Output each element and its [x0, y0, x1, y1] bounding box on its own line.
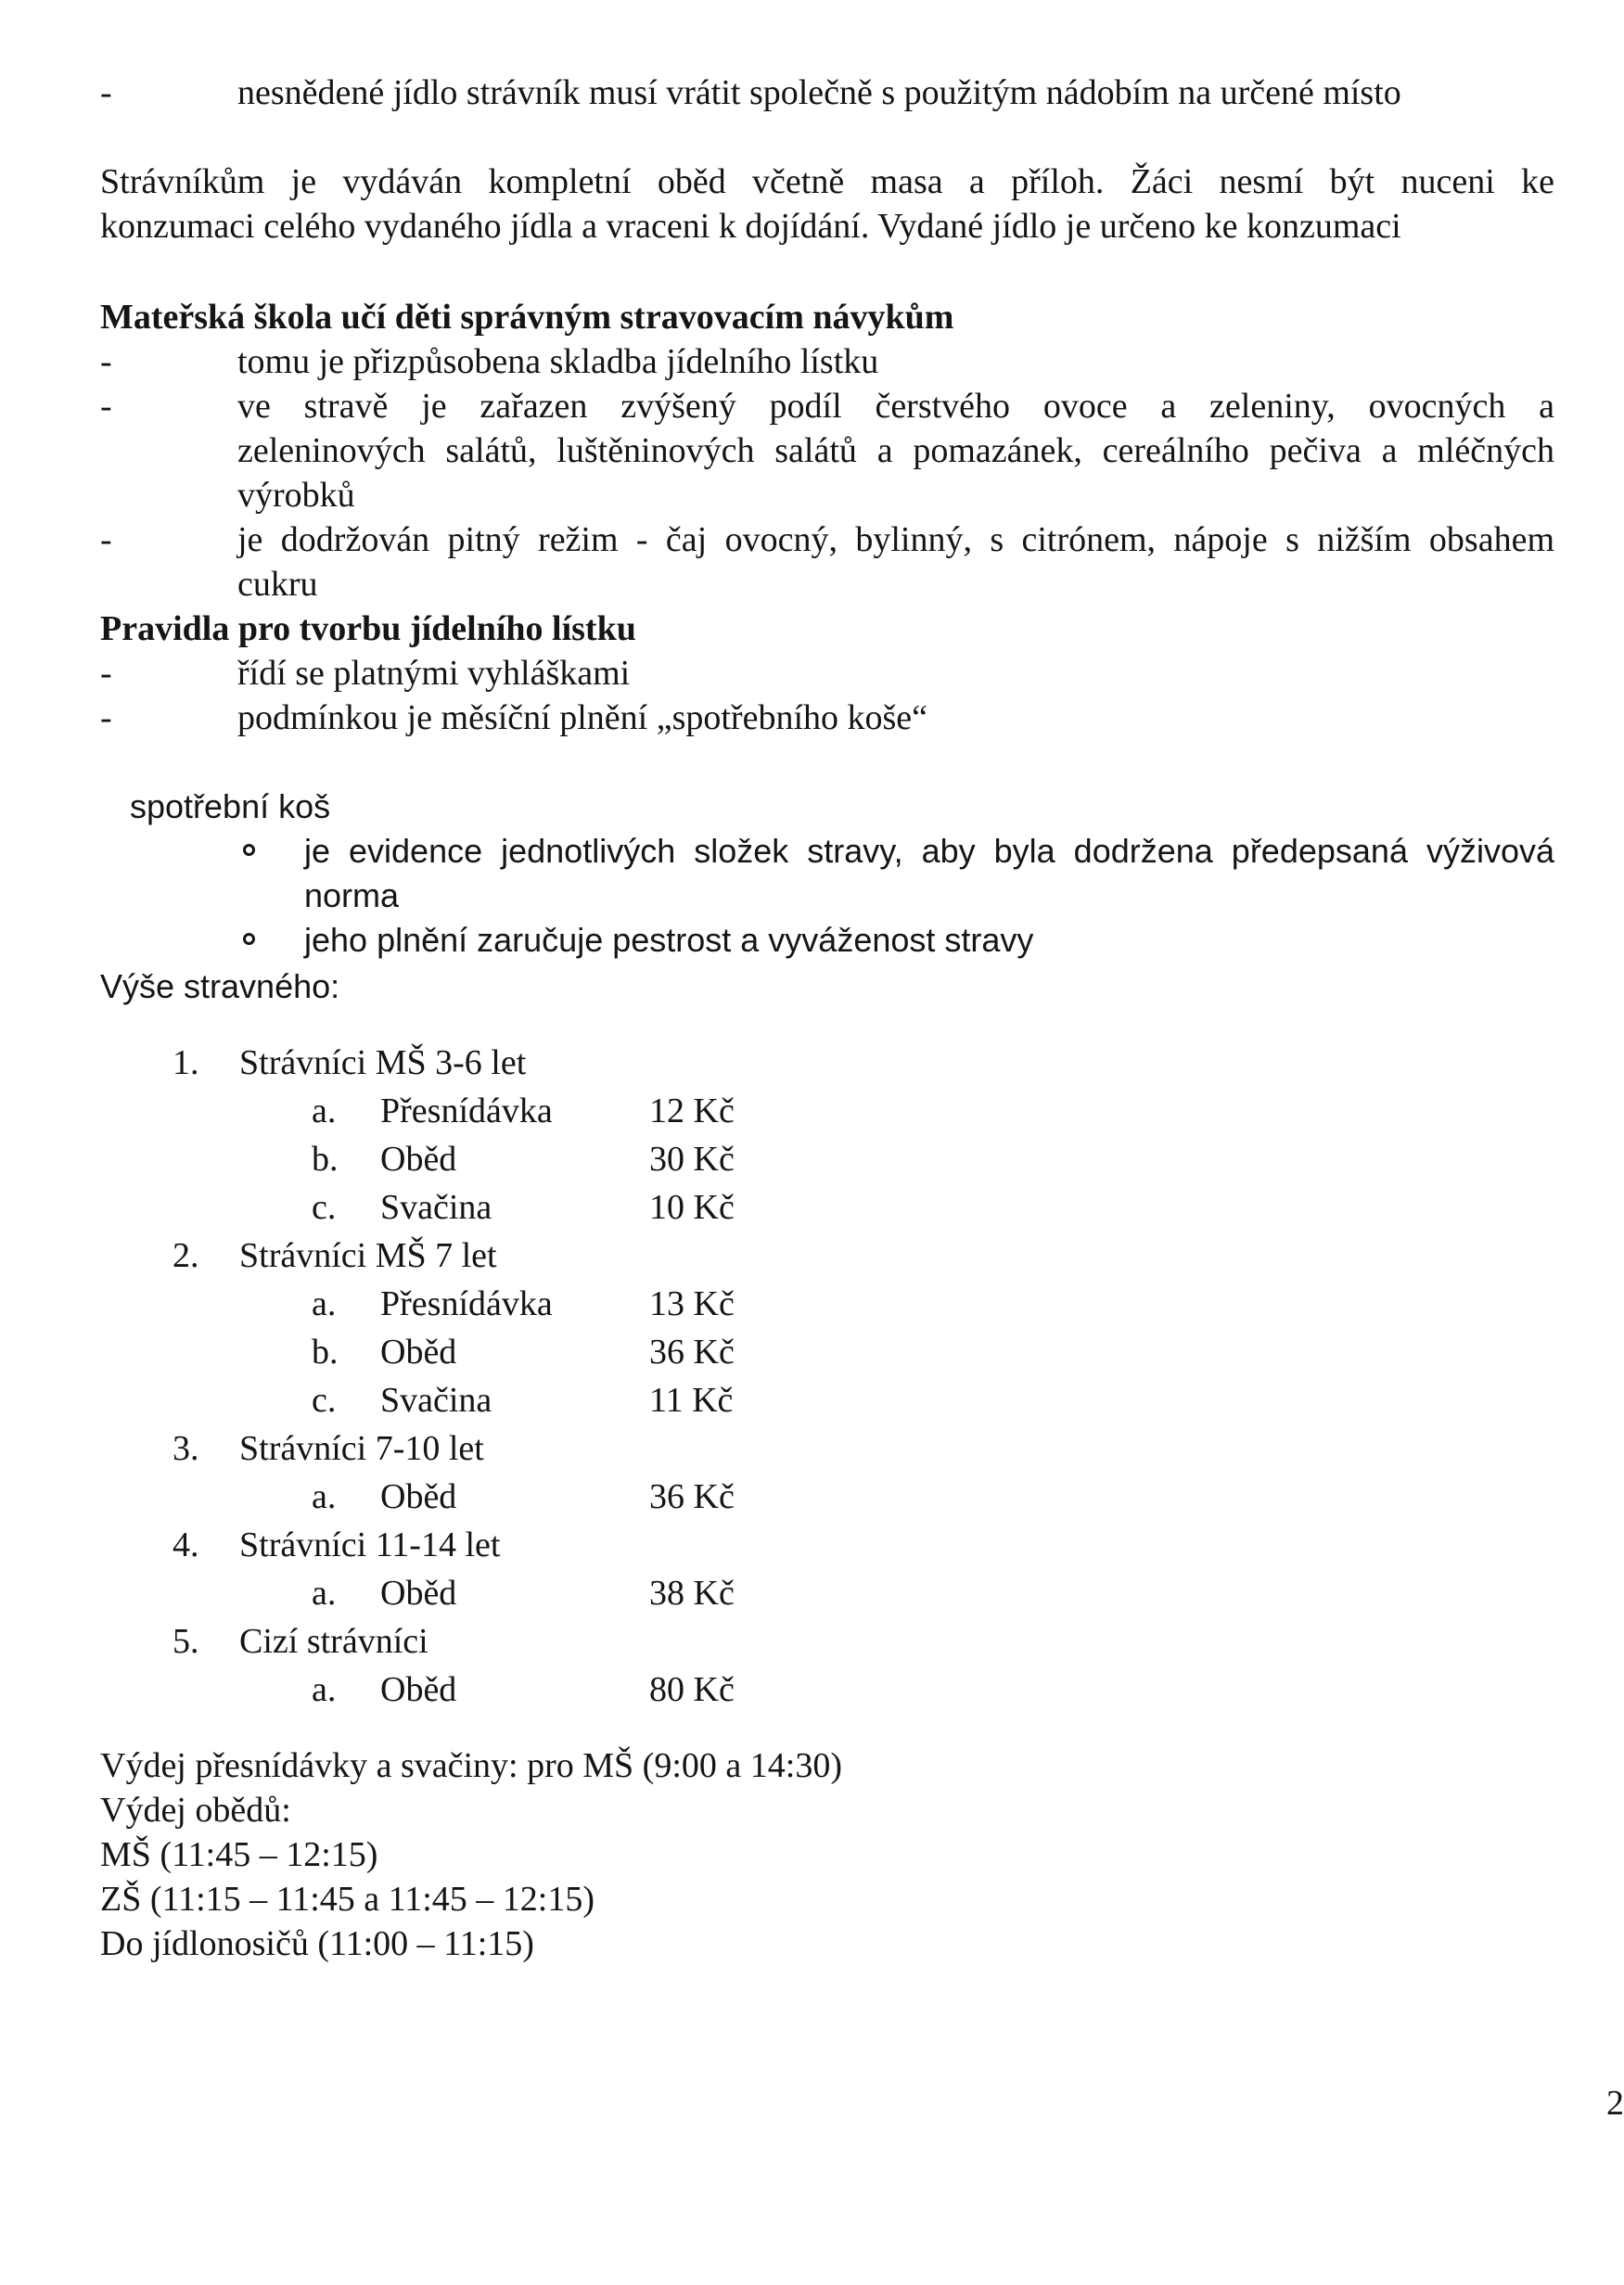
group-label: Cizí strávníci [239, 1622, 428, 1661]
subsection-title: spotřební koš [130, 787, 331, 825]
row-price: 13 Kč [649, 1284, 735, 1323]
prices-title: Výše stravného: [100, 967, 340, 1005]
paragraph-line: Strávníkům je vydáván kompletní oběd včetně masa a příloh. Žáci nesmí být nuceni ke [100, 162, 1554, 201]
list-item: ve stravě je zařazen zvýšený podíl čerstvého ovoce a zeleniny, ovocných a [237, 387, 1554, 426]
row-name: Svačina [380, 1381, 492, 1420]
lunch-ms: MŠ (11:45 – 12:15) [100, 1835, 378, 1874]
row-name: Oběd [380, 1670, 457, 1709]
group-label: Strávníci 7-10 let [239, 1429, 484, 1468]
group-label: Strávníci 11-14 let [239, 1525, 501, 1564]
list-item: výrobků [237, 476, 355, 515]
list-item: tomu je přizpůsobena skladba jídelního lístku [237, 342, 879, 381]
row-name: Oběd [380, 1574, 457, 1613]
section-heading: Pravidla pro tvorbu jídelního lístku [100, 609, 636, 648]
row-name: Přesnídávka [380, 1091, 553, 1130]
paragraph-line: konzumaci celého vydaného jídla a vraceni k dojídání. Vydané jídlo je určeno ke konzumaci [100, 207, 1401, 246]
row-letter: a. [312, 1284, 337, 1323]
lunch-carriers: Do jídlonosičů (11:00 – 11:15) [100, 1924, 534, 1963]
group-number: 1. [173, 1043, 199, 1082]
lunch-title: Výdej obědů: [100, 1791, 291, 1830]
row-name: Oběd [380, 1477, 457, 1516]
group-label: Strávníci MŠ 3-6 let [239, 1043, 527, 1082]
row-price: 10 Kč [649, 1188, 735, 1227]
row-name: Oběd [380, 1333, 457, 1372]
row-price: 38 Kč [649, 1574, 735, 1613]
group-number: 4. [173, 1525, 199, 1564]
bullet-item: jeho plnění zaručuje pestrost a vyváženost stravy [304, 921, 1034, 959]
list-item: řídí se platnými vyhláškami [237, 654, 631, 693]
row-letter: a. [312, 1477, 337, 1516]
group-number: 2. [173, 1236, 199, 1275]
list-item: podmínkou je měsíční plnění „spotřebního koše“ [237, 698, 928, 737]
row-price: 12 Kč [649, 1091, 735, 1130]
row-name: Přesnídávka [380, 1284, 553, 1323]
row-name: Svačina [380, 1188, 492, 1227]
bullet-item: norma [304, 876, 400, 914]
page-number: 2 [1606, 2084, 1624, 2123]
row-letter: a. [312, 1670, 337, 1709]
row-name: Oběd [380, 1140, 457, 1179]
row-letter: b. [312, 1333, 339, 1372]
row-letter: c. [312, 1188, 337, 1227]
group-number: 5. [173, 1622, 199, 1661]
row-letter: a. [312, 1091, 337, 1130]
list-item: cukru [237, 565, 318, 604]
row-letter: b. [312, 1140, 339, 1179]
row-price: 36 Kč [649, 1333, 735, 1372]
group-label: Strávníci MŠ 7 let [239, 1236, 497, 1275]
dash: - [100, 387, 112, 426]
bullet-dot [243, 933, 255, 945]
row-price: 36 Kč [649, 1477, 735, 1516]
dash: - [100, 73, 112, 112]
dash: - [100, 654, 112, 693]
row-price: 30 Kč [649, 1140, 735, 1179]
row-price: 11 Kč [649, 1381, 734, 1420]
bullet-dot [243, 844, 255, 856]
bullet-item: je evidence jednotlivých složek stravy, aby byla dodržena předepsaná výživová [304, 832, 1554, 870]
list-item: je dodržován pitný režim - čaj ovocný, bylinný, s citrónem, nápoje s nižším obsahem [237, 520, 1554, 559]
group-number: 3. [173, 1429, 199, 1468]
row-letter: a. [312, 1574, 337, 1613]
section-heading: Mateřská škola učí děti správným stravovacím návykům [100, 298, 954, 337]
dash: - [100, 698, 112, 737]
snack-schedule: Výdej přesnídávky a svačiny: pro MŠ (9:00 a 14:30) [100, 1746, 842, 1785]
row-letter: c. [312, 1381, 337, 1420]
dash: - [100, 520, 112, 559]
list-item: zeleninových salátů, luštěninových salátů a pomazánek, cereálního pečiva a mléčných [237, 431, 1554, 470]
row-price: 80 Kč [649, 1670, 735, 1709]
bullet-text: nesnědené jídlo strávník musí vrátit společně s použitým nádobím na určené místo [237, 73, 1401, 112]
dash: - [100, 342, 112, 381]
lunch-zs: ZŠ (11:15 – 11:45 a 11:45 – 12:15) [100, 1880, 595, 1919]
